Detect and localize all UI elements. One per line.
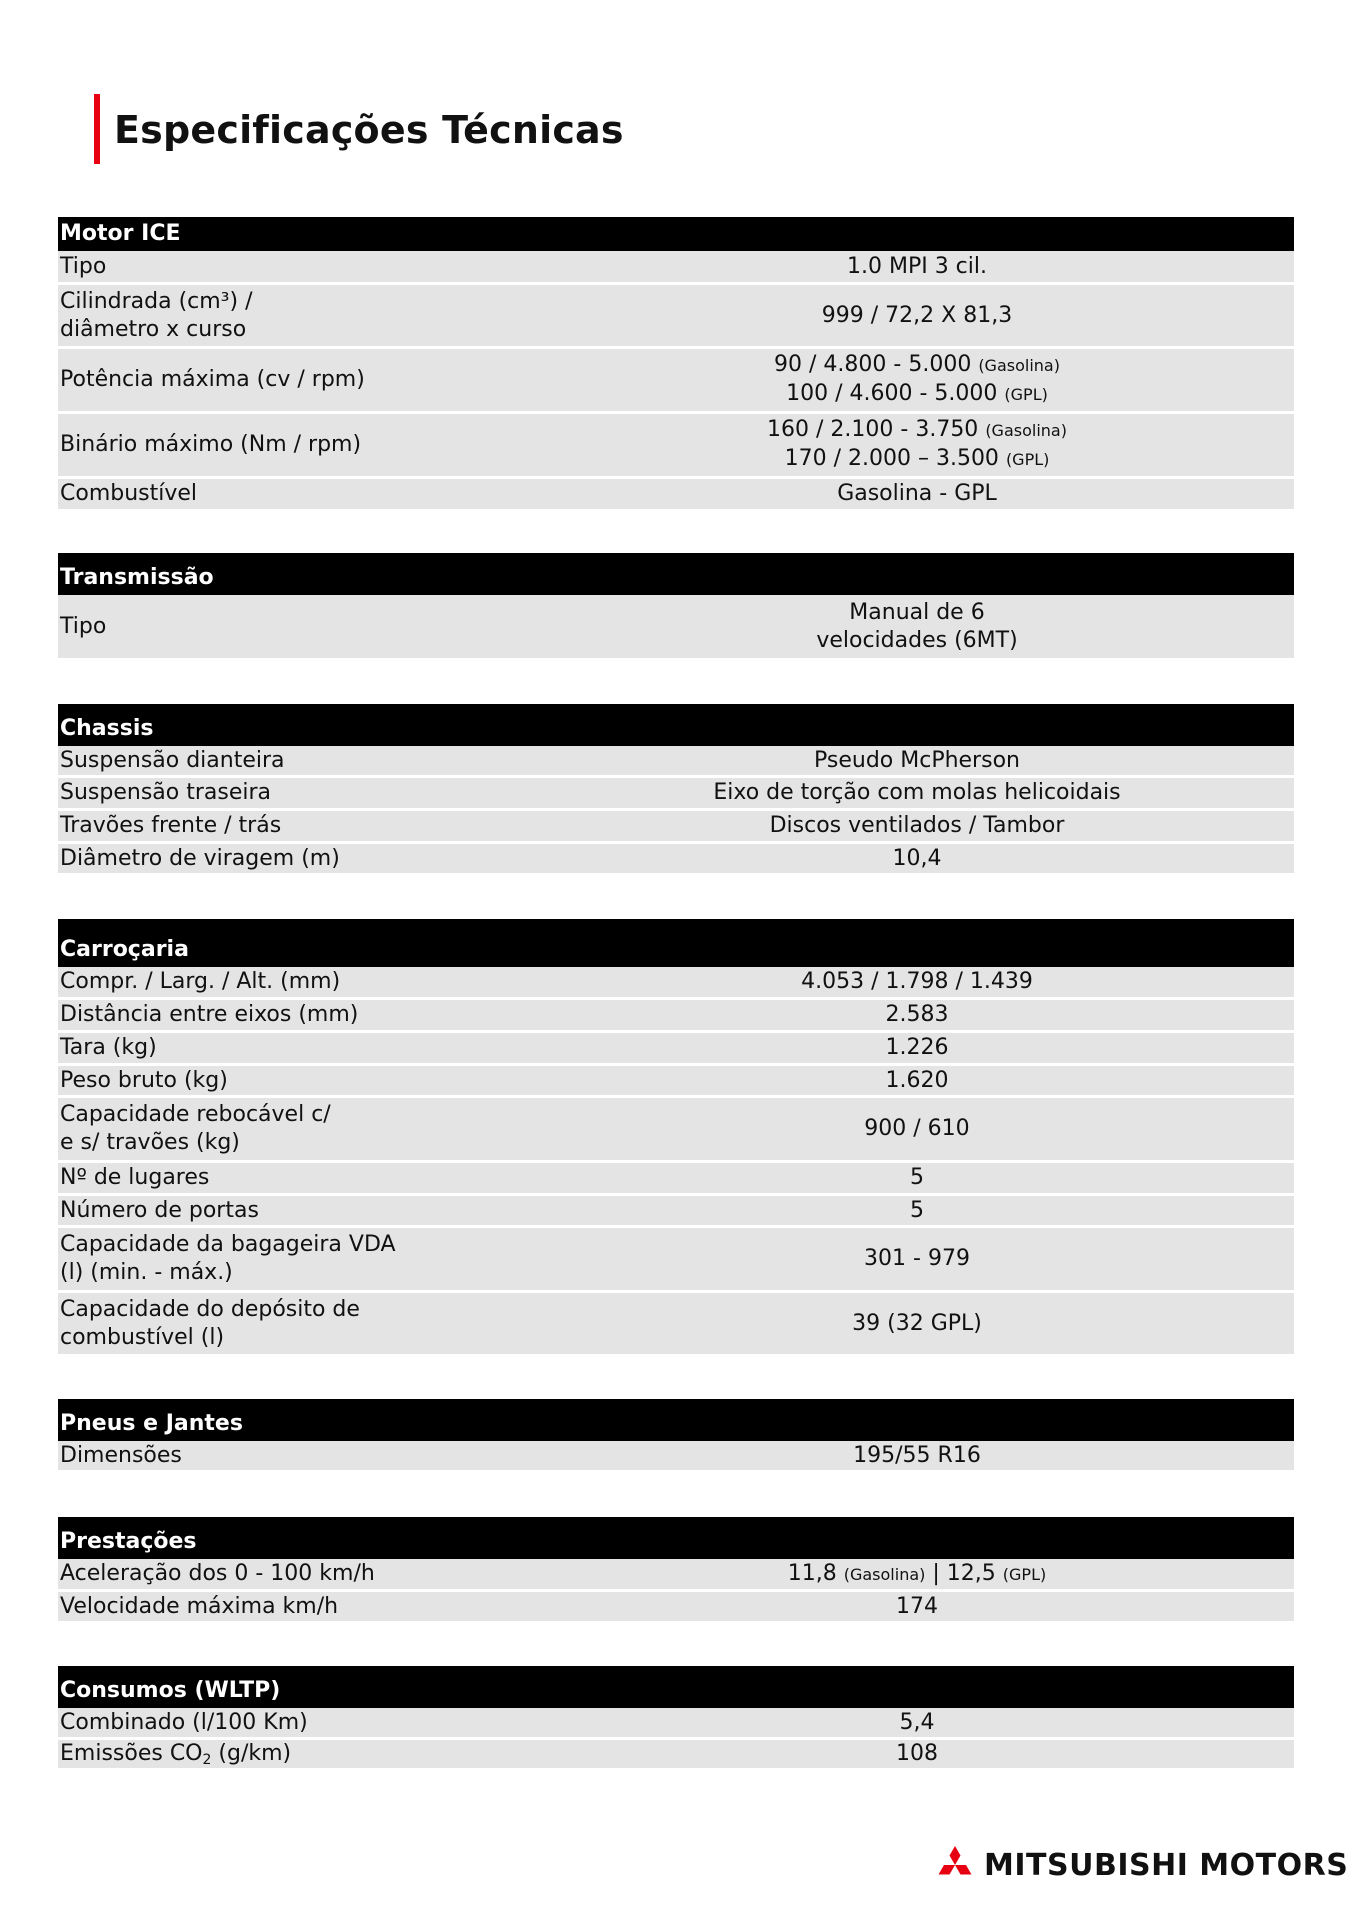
- row-value: 174: [896, 1593, 938, 1619]
- section-carrocaria: [58, 919, 1294, 1357]
- table-row: [58, 1000, 1294, 1033]
- row-label: Diâmetro de viragem (m): [60, 845, 340, 871]
- title-accent-bar: [94, 94, 100, 164]
- logo-text: MITSUBISHI MOTORS: [984, 1847, 1349, 1883]
- value-text: 100 / 4.600 - 5.000: [786, 381, 998, 406]
- table-row: [58, 844, 1294, 876]
- table-row: [58, 1228, 1294, 1293]
- row-label: Nº de lugares: [60, 1165, 210, 1190]
- row-value: 1.620: [885, 1067, 949, 1093]
- row-value: 999 / 72,2 X 81,3: [821, 302, 1013, 328]
- row-value: 2.583: [885, 1002, 949, 1027]
- table-row: [58, 479, 1294, 512]
- section-motor: [58, 217, 1294, 512]
- row-value: 4.053 / 1.798 / 1.439: [801, 969, 1033, 994]
- table-row: [58, 1098, 1294, 1163]
- row-value: 5: [910, 1165, 924, 1190]
- row-value: 10,4: [892, 845, 942, 871]
- row-value: 301 - 979: [864, 1246, 970, 1271]
- row-label: Combinado (l/100 Km): [60, 1709, 308, 1735]
- table-row: [58, 1441, 1294, 1473]
- row-label: Capacidade do depósito de combustível (l): [60, 1296, 360, 1350]
- row-value: Gasolina - GPL: [837, 481, 997, 506]
- row-value: 5: [910, 1197, 924, 1223]
- section-transmissao: [58, 553, 1294, 661]
- value-text: 160 / 2.100 - 3.750: [767, 417, 979, 442]
- section-pneus: [58, 1399, 1294, 1473]
- fuel-note: (GPL): [1004, 385, 1048, 404]
- row-label: Velocidade máxima km/h: [60, 1593, 339, 1619]
- row-value: 1.0 MPI 3 cil.: [846, 253, 987, 279]
- label-text: (g/km): [211, 1741, 292, 1766]
- row-label: Aceleração dos 0 - 100 km/h: [60, 1561, 375, 1586]
- row-label: Combustível: [60, 481, 198, 506]
- label-subscript: 2: [202, 1752, 212, 1768]
- row-label: Suspensão dianteira: [60, 747, 285, 773]
- value-separator: |: [925, 1560, 947, 1586]
- value-line: Manual de 6: [849, 599, 985, 625]
- row-value: [540, 599, 1294, 655]
- table-row: [58, 967, 1294, 1000]
- row-value: [540, 416, 1294, 474]
- table-row: [58, 746, 1294, 778]
- value-line: velocidades (6MT): [816, 627, 1018, 653]
- section-header: Carroçaria: [58, 919, 1294, 967]
- label-text: Emissões CO: [60, 1741, 203, 1766]
- table-row: [58, 778, 1294, 811]
- row-label: Tara (kg): [60, 1035, 157, 1060]
- table-row: [58, 1033, 1294, 1066]
- section-header: Motor ICE: [58, 217, 1294, 251]
- row-label: Compr. / Larg. / Alt. (mm): [60, 969, 341, 994]
- row-value: 195/55 R16: [853, 1442, 981, 1468]
- table-row: [58, 251, 1294, 285]
- table-row: [58, 1708, 1294, 1740]
- row-label: Suspensão traseira: [60, 780, 271, 805]
- section-header: Transmissão: [58, 553, 1294, 595]
- row-label: [58, 1740, 540, 1768]
- row-label: Tipo: [60, 253, 107, 279]
- section-header: Consumos (WLTP): [58, 1666, 1294, 1708]
- row-label: Tipo: [60, 613, 107, 639]
- value-text: 170 / 2.000 – 3.500: [784, 446, 999, 471]
- row-value: [540, 1560, 1294, 1589]
- table-row: [58, 1293, 1294, 1357]
- table-row: [58, 1740, 1294, 1771]
- table-row: [58, 811, 1294, 844]
- mitsubishi-logo: [934, 1846, 1348, 1884]
- fuel-note: (GPL): [1002, 1564, 1047, 1584]
- row-label: Número de portas: [60, 1197, 259, 1223]
- row-value: [540, 351, 1294, 409]
- fuel-note: (GPL): [1005, 450, 1050, 469]
- table-row: [58, 414, 1294, 479]
- row-value: 39 (32 GPL): [852, 1310, 982, 1336]
- table-row: [58, 349, 1294, 414]
- row-value: Eixo de torção com molas helicoidais: [713, 780, 1121, 805]
- fuel-note: (Gasolina): [985, 421, 1067, 440]
- section-chassis: [58, 704, 1294, 876]
- table-row: [58, 1163, 1294, 1196]
- section-header: Prestações: [58, 1517, 1294, 1559]
- row-label: Capacidade rebocável c/ e s/ travões (kg): [60, 1102, 331, 1155]
- row-value: Discos ventilados / Tambor: [769, 813, 1065, 838]
- table-row: [58, 1559, 1294, 1592]
- fuel-note: (Gasolina): [843, 1564, 926, 1584]
- row-value: 1.226: [885, 1035, 949, 1060]
- value-text: 90 / 4.800 - 5.000: [774, 352, 972, 377]
- row-value: 5,4: [899, 1709, 935, 1735]
- table-row: [58, 285, 1294, 349]
- row-label: Distância entre eixos (mm): [60, 1002, 359, 1027]
- section-header: Pneus e Jantes: [58, 1399, 1294, 1441]
- row-value: Pseudo McPherson: [814, 747, 1020, 773]
- value-text: 12,5: [946, 1560, 996, 1586]
- row-label: Peso bruto (kg): [60, 1067, 228, 1093]
- table-row: [58, 1066, 1294, 1098]
- row-label: Capacidade da bagageira VDA (l) (min. - máx.): [60, 1232, 396, 1285]
- row-label: Cilindrada (cm³) / diâmetro x curso: [60, 288, 253, 342]
- row-value: 108: [896, 1741, 938, 1766]
- row-label: Binário máximo (Nm / rpm): [60, 432, 362, 457]
- section-header: Chassis: [58, 704, 1294, 746]
- value-text: 11,8: [787, 1560, 837, 1586]
- three-diamonds-icon: [934, 1846, 976, 1884]
- row-label: Potência máxima (cv / rpm): [60, 367, 365, 392]
- section-consumos: [58, 1666, 1294, 1771]
- row-value: 900 / 610: [864, 1116, 970, 1141]
- table-row: [58, 1196, 1294, 1228]
- fuel-note: (Gasolina): [978, 356, 1060, 375]
- section-prestacoes: [58, 1517, 1294, 1624]
- page-title: Especificações Técnicas: [114, 108, 624, 152]
- table-row: [58, 595, 1294, 661]
- table-row: [58, 1592, 1294, 1624]
- row-label: Travões frente / trás: [60, 813, 282, 838]
- row-label: Dimensões: [60, 1442, 182, 1468]
